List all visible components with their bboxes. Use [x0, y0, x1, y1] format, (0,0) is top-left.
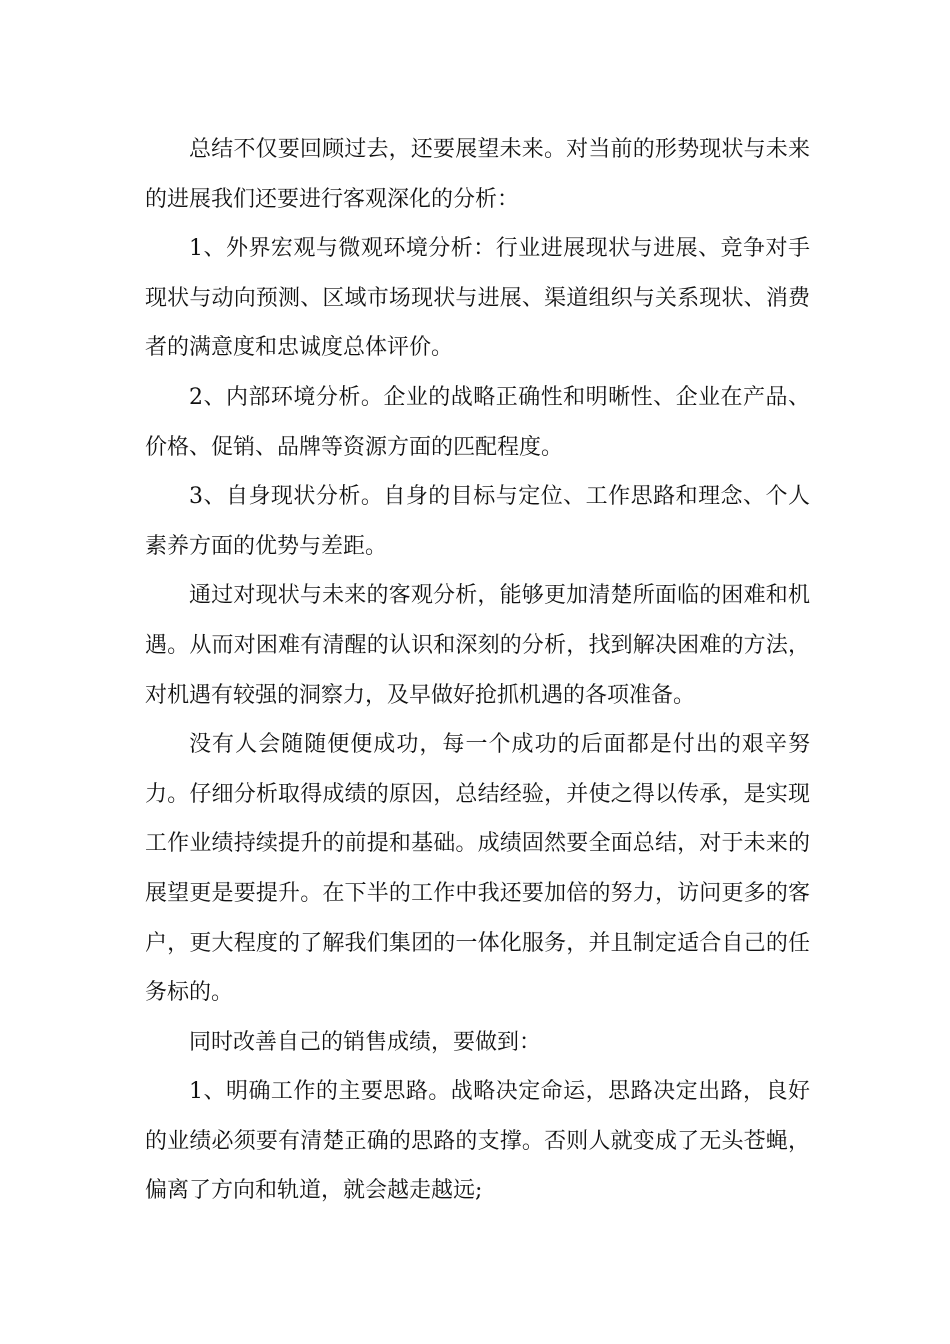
document-body: [145, 125, 810, 1216]
paragraph-self-analysis: 3、自身现状分析。自身的目标与定位、工作思路和理念、个人素养方面的优势与差距。: [145, 484, 810, 559]
paragraph-external-analysis: 1、外界宏观与微观环境分析：行业进展现状与进展、竞争对手现状与动向预测、区域市场现状与进展、渠道组织与关系现状、消费者的满意度和忠诚度总体评价。: [145, 236, 810, 361]
paragraph-objective-analysis: 通过对现状与未来的客观分析，能够更加清楚所面临的困难和机遇。从而对困难有清醒的认识和深刻的分析，找到解决困难的方法，对机遇有较强的洞察力，及早做好抢抓机遇的各项准备。: [145, 583, 810, 708]
paragraph-improve-sales: 同时改善自己的销售成绩，要做到：: [189, 1029, 542, 1055]
paragraph-internal-analysis: 2、内部环境分析。企业的战略正确性和明晰性、企业在产品、价格、促销、品牌等资源方面的匹配程度。: [145, 384, 810, 460]
paragraph-clear-ideas: 1、明确工作的主要思路。战略决定命运，思路决定出路，良好的业绩必须要有清楚正确的思路的支撑。否则人就变成了无头苍蝇，偏离了方向和轨道，就会越走越远;: [145, 1079, 810, 1204]
paragraph-intro: 总结不仅要回顾过去，还要展望未来。对当前的形势现状与未来的进展我们还要进行客观深化的分析：: [145, 137, 810, 212]
paragraph-success-summary: 没有人会随随便便成功，每一个成功的后面都是付出的艰辛努力。仔细分析取得成绩的原因，总结经验，并使之得以传承，是实现工作业绩持续提升的前提和基础。成绩固然要全面总结，对于未来的展望更是要提升。在下半的工作中我还要加倍的努力，访问更多的客户，更大程度的了解我们集团的一体化服务，并且制定适合自己的任务标的。: [145, 732, 810, 1006]
